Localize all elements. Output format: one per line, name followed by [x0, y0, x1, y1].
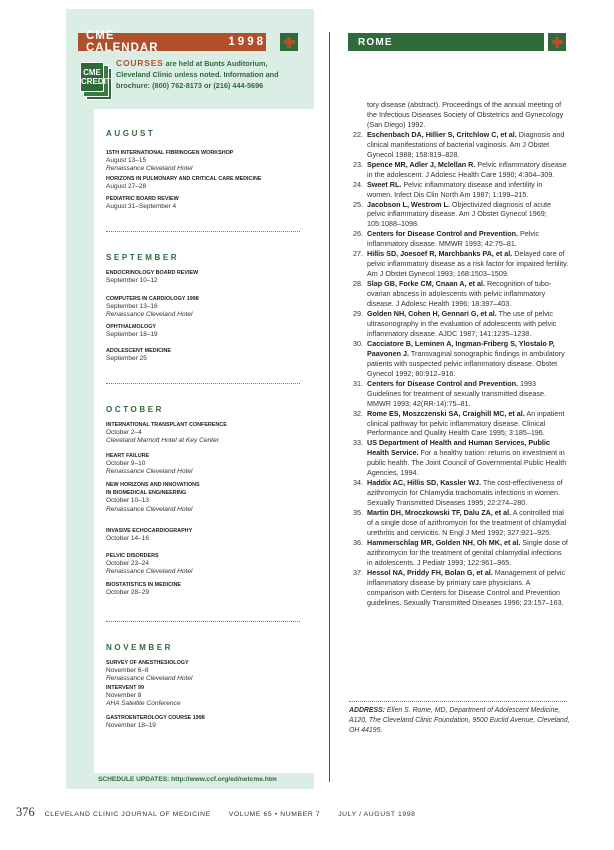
reference-text: The cost-effectiveness of azithromycin for Chlamydia trachomatis infections in women. Sexually Transmitted Diseases 1995; 22:274–280.	[367, 478, 563, 508]
courses-label: COURSES	[116, 58, 164, 68]
reference-authors: Slap GB, Forke CM, Cnaan A, et al.	[367, 279, 485, 289]
courses-description: are held at Bunts Auditorium, Cleveland Clinic unless noted. Information and brochure: (800) 762-8173 or (216) 444-5696	[116, 59, 279, 90]
event-date: November 18–19	[106, 722, 156, 730]
event-date: November 6–8	[106, 667, 149, 675]
reference-number: 27.	[353, 249, 363, 259]
event-title: INVASIVE ECHOCARDIOGRAPHY	[106, 528, 193, 534]
cme-event	[106, 347, 306, 363]
event-date: September 10–12	[106, 277, 158, 285]
reference-item	[343, 309, 569, 339]
reference-text: Delayed care of pelvic inflammatory disease as a risk factor for impaired fertility. Am J Obstet Gynecol 1993; 168:1503–1509.	[367, 249, 569, 279]
reference-number: 35.	[353, 508, 363, 518]
event-location: Renaissance Cleveland Hotel	[106, 468, 193, 476]
event-title: INTERNATIONAL TRANSPLANT CONFERENCE	[106, 422, 227, 428]
event-location: Renaissance Cleveland Hotel	[106, 165, 193, 173]
reference-text: Pelvic inflammatory disease. MMWR 1993; 42:75–81.	[367, 229, 540, 249]
cme-event	[106, 481, 306, 514]
cme-event	[106, 581, 306, 597]
reference-item	[343, 508, 569, 538]
cme-event-list	[94, 109, 314, 773]
reference-number: 33.	[353, 438, 363, 448]
address-divider	[349, 701, 567, 702]
reference-authors: Hillis SD, Joesoef R, Marchbanks PA, et al.	[367, 249, 513, 259]
cme-calendar-header	[78, 30, 266, 54]
cme-event	[106, 452, 306, 477]
cme-event	[106, 175, 306, 191]
cme-credit-badge-text: CME CREDIT	[80, 62, 104, 92]
section-divider	[106, 383, 300, 384]
reference-authors: Sweet RL.	[367, 179, 402, 189]
reference-text: Diagnosis and clinical manifestations of bacterial vaginosis. Am J Obstet Gynecol 1988; 158:819–828.	[367, 129, 565, 159]
reference-authors: Cacciatore B, Leminen A, Ingman-Friberg S, Ylostalo P, Paavonen J.	[367, 338, 555, 358]
reference-number: 29.	[353, 309, 363, 319]
event-title: SURVEY OF ANESTHESIOLOGY	[106, 660, 189, 666]
section-divider	[106, 621, 300, 622]
event-title: HEART FAILURE	[106, 453, 150, 459]
cme-event	[106, 323, 306, 339]
reference-item	[343, 160, 569, 180]
reference-item	[343, 130, 569, 160]
reference-text: Management of pelvic inflammatory disease by primary care physicians. A comparison with Centers for Disease Control and Prevention guidelines. Sexually Transmitted Diseases 1996; 23:157–163.	[367, 567, 566, 607]
reference-list	[343, 100, 569, 608]
reference-item	[343, 249, 569, 279]
cme-event	[106, 552, 306, 577]
reference-authors: US Department of Health and Human Services, Public Health Service.	[367, 438, 550, 458]
reference-item	[343, 339, 569, 379]
article-header-title: ROME	[358, 36, 393, 48]
cme-event	[106, 295, 306, 320]
reference-item	[343, 279, 569, 309]
event-location: Renaissance Cleveland Hotel	[106, 675, 193, 683]
reference-number: 31.	[353, 378, 363, 388]
author-address	[349, 706, 571, 735]
reference-number: 28.	[353, 279, 363, 289]
cme-event	[106, 269, 306, 285]
event-location: Renaissance Cleveland Hotel	[106, 505, 193, 513]
schedule-updates-link[interactable]: http://www.ccf.org/ed/netcme.htm	[171, 776, 277, 783]
event-title: COMPUTERS IN CARDIOLOGY 1998	[106, 296, 199, 302]
reference-number: 24.	[353, 179, 363, 189]
event-title: INTERVENT 99	[106, 685, 144, 691]
schedule-updates-label: SCHEDULE UPDATES:	[98, 776, 172, 783]
reference-authors: Hammerschlag MR, Golden NH, Oh MK, et al.	[367, 537, 521, 547]
event-date: October 9–10	[106, 460, 146, 468]
journal-volume: VOLUME 65 • NUMBER 7	[228, 811, 321, 818]
page-footer	[16, 805, 433, 820]
event-location: Cleveland Marriott Hotel at Key Center	[106, 437, 219, 445]
journal-date: JULY / AUGUST 1998	[338, 811, 416, 818]
event-date: September 25	[106, 355, 147, 363]
event-date: October 2–4	[106, 429, 142, 437]
event-date: October 14–16	[106, 535, 150, 543]
event-title: HORIZONS IN PULMONARY AND CRITICAL CARE MEDICINE	[106, 176, 262, 182]
schedule-updates	[98, 776, 277, 783]
event-date: September 18–19	[106, 331, 158, 339]
reference-authors: Martin DH, Mroczkowski TF, Dalu ZA, et al.	[367, 508, 512, 518]
cross-icon	[548, 33, 566, 51]
event-title: NEW HORIZONS AND INNOVATIONS	[106, 482, 200, 488]
reference-item	[343, 409, 569, 439]
reference-item	[343, 478, 569, 508]
event-location: Renaissance Cleveland Hotel	[106, 568, 193, 576]
reference-text: A controlled trial of a single dose of azithromycin for the treatment of chlamydial urethritis and cervicitis. N Engl J Med 1992; 327:921–925.	[367, 508, 567, 537]
cme-calendar-panel	[66, 9, 314, 789]
reference-text: 1993 Guidelines for treatment of sexually transmitted disease. MMWR 1993; 42(RR-14):75–81.	[367, 378, 546, 408]
section-divider	[106, 231, 300, 232]
cme-event	[106, 149, 306, 174]
reference-text: The use of pelvic ultrasonography in the evaluation of adolescents with pelvic inflammatory disease. AJDC 1987; 141:1235–1238.	[367, 309, 557, 338]
reference-number: 37.	[353, 567, 363, 577]
reference-item	[343, 538, 569, 568]
month-heading: NOVEMBER	[106, 643, 174, 652]
reference-text: Pelvic inflammatory disease and infertility in women. Infect Dis Clin North Am 1987; 1:199–215.	[367, 179, 543, 199]
article-header	[348, 33, 544, 51]
event-title: GASTROENTEROLOGY COURSE 1998	[106, 715, 205, 721]
cme-event	[106, 714, 306, 730]
event-title: PEDIATRIC BOARD REVIEW	[106, 196, 179, 202]
event-date: October 10–13	[106, 497, 150, 505]
reference-text: An inpatient clinical pathway for pelvic inflammatory disease. Clinical Performance and Quality Health Care 1995; 3:185–196.	[367, 408, 565, 438]
event-date: November 8	[106, 692, 142, 700]
reference-text: Recognition of tubo-ovarian abscess in adolescents with pelvic inflammatory disease. J Adolesc Health 1996; 18:397–403.	[367, 279, 552, 309]
month-heading: SEPTEMBER	[106, 253, 180, 262]
reference-item	[343, 180, 569, 200]
reference-item	[343, 568, 569, 608]
reference-number: 25.	[353, 199, 363, 209]
reference-text: Pelvic inflammatory disease in the adolescent. J Adolesc Health Care 1990; 4:304–309.	[367, 159, 567, 179]
cross-icon	[280, 33, 298, 51]
reference-authors: Centers for Disease Control and Prevention.	[367, 378, 518, 388]
reference-authors: Rome ES, Moszczenski SA, Craighill MC, et al.	[367, 408, 525, 418]
address-text: Ellen S. Rome, MD, Department of Adolescent Medicine, A120, The Cleveland Clinic Foundation, 9500 Euclid Avenue, Cleveland, OH 44195.	[349, 707, 570, 734]
reference-number: 26.	[353, 229, 363, 239]
reference-text: For a healthy nation: returns on investment in public health. The Joint Council of Governmental Public Health Agencies, 1994.	[367, 448, 567, 478]
event-title: OPHTHALMOLOGY	[106, 324, 157, 330]
reference-item	[343, 379, 569, 409]
reference-number: 36.	[353, 537, 363, 547]
reference-number: 32.	[353, 408, 363, 418]
event-location: AHA Satellite Conference	[106, 700, 181, 708]
cme-event	[106, 421, 306, 446]
reference-text: Transvaginal sonographic findings in ambulatory patients with suspected pelvic inflammatory disease. Obstet Gynecol 1992; 80:912–916.	[367, 348, 565, 378]
cme-event	[106, 684, 306, 709]
event-title: ENDOCRINOLOGY BOARD REVIEW	[106, 270, 199, 276]
reference-authors: Haddix AC, Hillis SD, Kassler WJ.	[367, 478, 481, 488]
reference-authors: Hessol NA, Priddy FH, Bolan G, et al.	[367, 567, 493, 577]
event-date: August 31–September 4	[106, 203, 177, 211]
month-heading: AUGUST	[106, 129, 156, 138]
cme-event	[106, 527, 306, 543]
month-heading: OCTOBER	[106, 405, 165, 414]
reference-number: 30.	[353, 338, 363, 348]
event-date: October 23–24	[106, 560, 150, 568]
event-title: PELVIC DISORDERS	[106, 553, 159, 559]
reference-authors: Eschenbach DA, Hillier S, Critchlow C, et al.	[367, 129, 517, 139]
reference-authors: Centers for Disease Control and Prevention.	[367, 229, 518, 239]
cme-calendar-year: 1998	[228, 36, 266, 48]
event-title: 15TH INTERNATIONAL FIBRINOGEN WORKSHOP	[106, 150, 234, 156]
event-location: Renaissance Cleveland Hotel	[106, 311, 193, 319]
cme-event	[106, 195, 306, 211]
reference-authors: Jacobson L, Westrom L.	[367, 199, 450, 209]
courses-info	[116, 58, 304, 91]
event-title: ADOLESCENT MEDICINE	[106, 348, 171, 354]
reference-authors: Golden NH, Cohen H, Gennari G, et al.	[367, 309, 497, 319]
reference-number: 34.	[353, 478, 363, 488]
reference-text: Single dose of azithromycin for the treatment of genital chlamydial infections in adolescents. J Pediatr 1993; 122:961–965.	[367, 537, 568, 567]
event-date: August 13–15	[106, 157, 147, 165]
reference-number: 23.	[353, 159, 363, 169]
page-number: 376	[16, 805, 35, 819]
reference-continuation: tory disease (abstract). Proceedings of the annual meeting of the Infectious Diseases Society of Obstetrics and Gynecology (San Diego) 1992.	[367, 100, 564, 129]
reference-item	[343, 229, 569, 249]
cme-credit-badge-icon	[80, 62, 110, 98]
reference-text: Objectivized diagnosis of acute pelvic inflammatory disease. Am J Obstet Gynecol 1969; 105:1088–1098.	[367, 199, 552, 229]
event-title: BIOSTATISTICS IN MEDICINE	[106, 582, 181, 588]
event-date: October 28–29	[106, 589, 150, 597]
event-date: September 13–16	[106, 303, 158, 311]
event-title-line2: IN BIOMEDICAL ENGINEERING	[106, 490, 187, 497]
address-label: ADDRESS:	[349, 707, 385, 714]
event-date: August 27–28	[106, 183, 147, 191]
cme-calendar-title: CME CALENDAR	[86, 30, 159, 54]
reference-number: 22.	[353, 129, 363, 139]
reference-authors: Spence MR, Adler J, Mclellan R.	[367, 159, 476, 169]
reference-item	[343, 200, 569, 230]
column-divider	[329, 32, 330, 782]
journal-name: CLEVELAND CLINIC JOURNAL OF MEDICINE	[44, 811, 211, 818]
cme-event	[106, 659, 306, 684]
reference-item	[343, 438, 569, 478]
